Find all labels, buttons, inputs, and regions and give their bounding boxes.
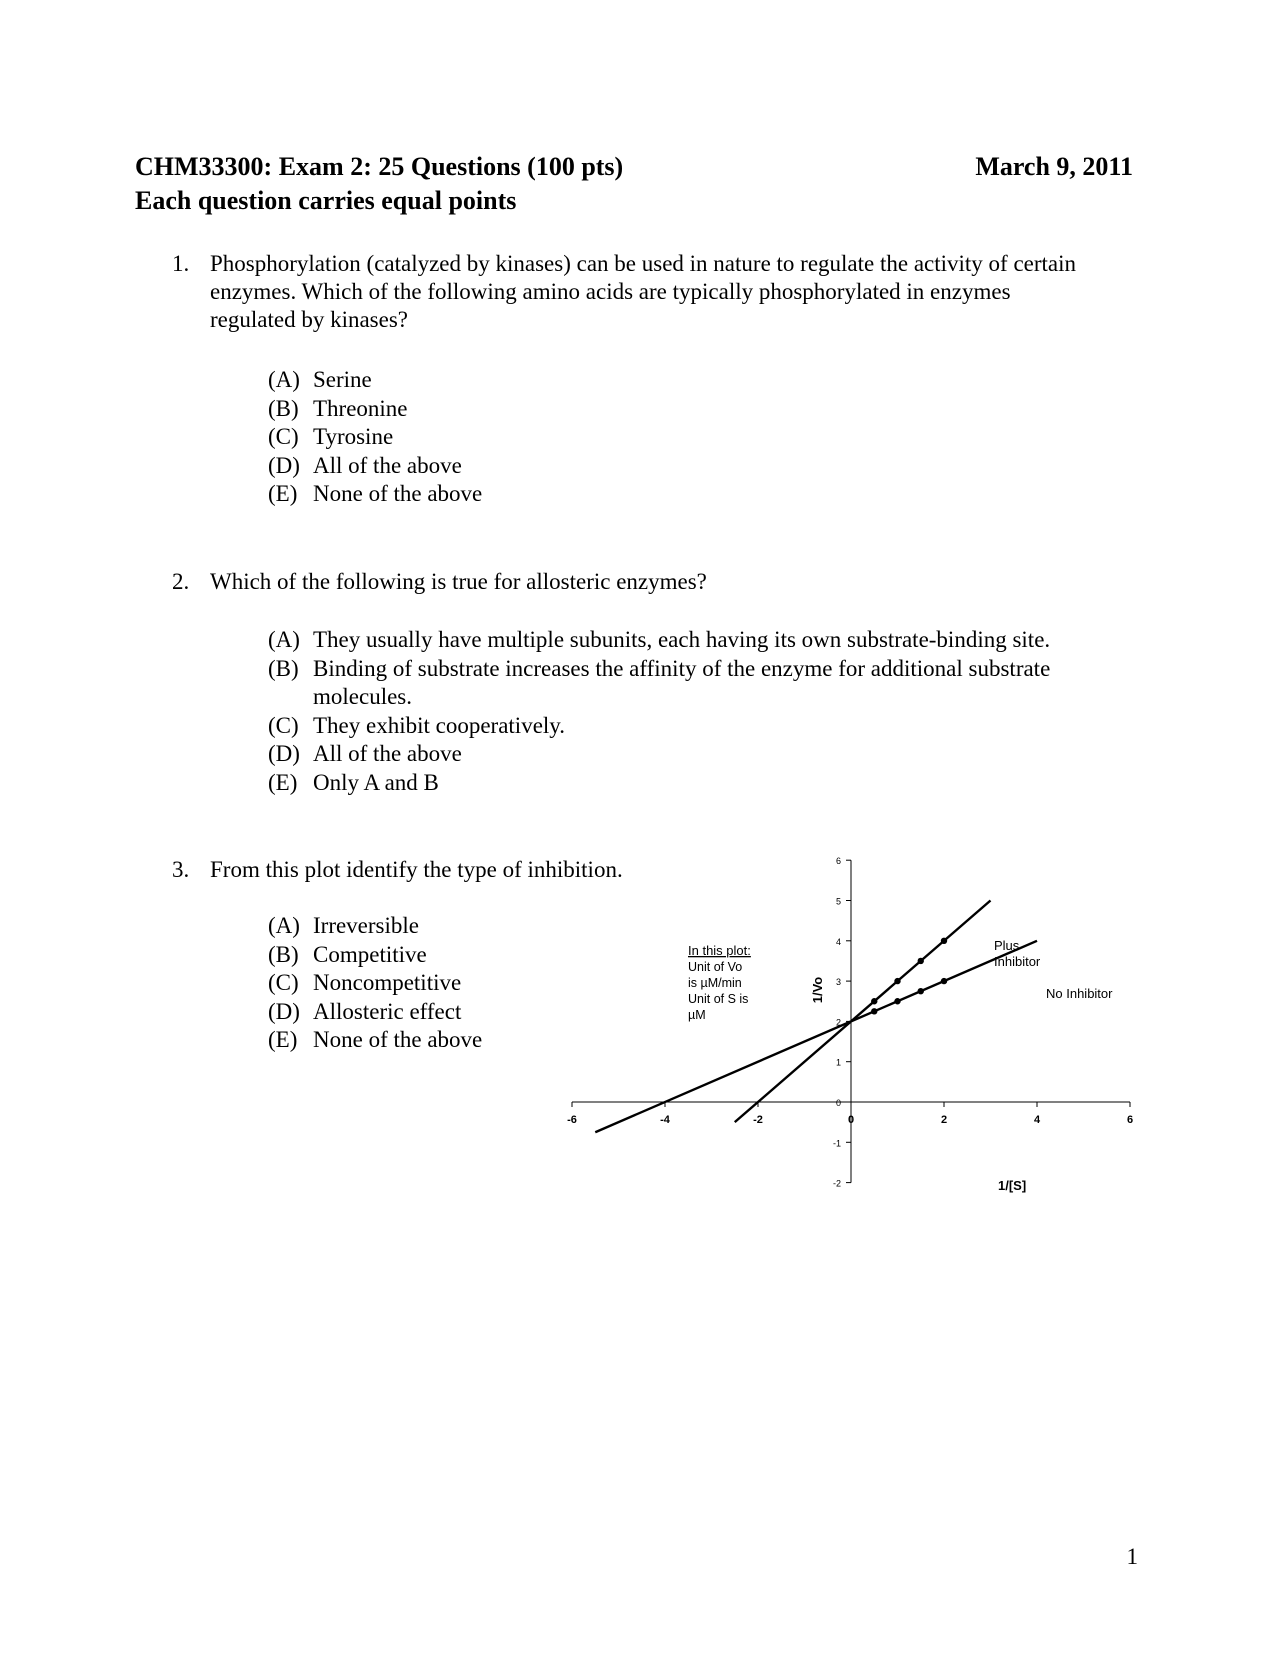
chart-x-axis-label: 1/[S] [998,1178,1027,1193]
plus-inhibitor-point [941,938,947,944]
plus-inhibitor-point [918,958,924,964]
q3-option-e[interactable] [268,1026,548,1055]
q1-option-a[interactable] [268,366,1128,395]
chart-series-lines [595,901,1037,1133]
series-label-plus-inhibitor-line2: Inhibitor [994,954,1041,969]
option-text: Only A and B [313,769,439,795]
no-inhibitor-point [918,988,924,994]
q3-option-a[interactable] [268,912,548,941]
option-label: (E) [268,769,298,795]
chart-note-line: is µM/min [688,976,742,990]
y-tick-label: 2 [835,1017,841,1028]
option-label: (A) [268,627,300,652]
page-number: 1 [1126,1544,1138,1569]
chart-y-axis-label: 1/Vo [810,976,825,1004]
chart-note-line: Unit of S is [688,992,749,1006]
option-label: (C) [268,970,299,995]
question-3-number: 3. [172,857,190,882]
exam-title: CHM33300: Exam 2: 25 Questions (100 pts) [135,152,624,181]
option-label: (A) [268,913,300,938]
plus-inhibitor-line [735,901,991,1123]
q2-option-e[interactable] [268,769,1128,798]
no-inhibitor-point [871,1008,877,1014]
option-text: All of the above [313,452,462,478]
y-tick-label: 4 [835,936,841,947]
question-2-options [268,626,1128,797]
q1-option-c[interactable] [268,423,1128,452]
y-tick-label: 6 [835,856,841,867]
x-tick-label: -6 [567,1114,577,1126]
option-label: (A) [268,367,300,392]
question-3-text: From this plot identify the type of inhibition. [210,857,623,882]
plus-inhibitor-point [871,998,877,1004]
no-inhibitor-line [595,941,1037,1132]
chart-note-title: In this plot: [688,943,751,958]
option-text: None of the above [313,1027,483,1052]
series-label-no-inhibitor: No Inhibitor [1046,986,1113,1001]
series-label-plus-inhibitor-line1: Plus [994,938,1020,953]
exam-subtitle: Each question carries equal points [135,186,517,215]
y-tick-label: 0 [835,1098,841,1108]
x-tick-label: -2 [753,1114,763,1126]
option-label: (C) [268,712,299,738]
y-tick-label: -2 [832,1178,841,1189]
question-2-number: 2. [172,569,190,594]
option-text: Irreversible [313,913,419,938]
option-label: (B) [268,941,299,967]
question-1-text: Phosphorylation (catalyzed by kinases) can be used in nature to regulate the activity of certain enzymes. Which of the following amino acids are typically phosphorylated in enzymes regulated by kinases? [210,251,1077,332]
option-text: Allosteric effect [313,998,462,1024]
plus-inhibitor-point [894,978,900,984]
lineweaver-burk-plot [567,856,1170,1238]
y-tick-label: 1 [835,1057,841,1068]
option-label: (C) [268,424,299,449]
y-tick-label: -1 [832,1138,841,1149]
y-tick-label: 3 [835,977,841,988]
option-text: They usually have multiple subunits, each having its own substrate-binding site. [313,627,1051,652]
x-tick-label: -4 [660,1114,670,1126]
chart-note [688,943,751,1022]
chart-note-line: µM [688,1008,706,1022]
q2-option-c[interactable] [268,712,1128,741]
option-text: Binding of substrate increases the affinity of the enzyme for additional substrate molecules. [313,655,1051,709]
x-tick-label: 0 [847,1114,855,1126]
q1-option-b[interactable] [268,395,1128,424]
option-text: Competitive [313,941,427,967]
option-text: Noncompetitive [313,970,462,995]
x-tick-label: 2 [940,1114,948,1126]
q3-option-c[interactable] [268,969,548,998]
option-label: (B) [268,395,299,421]
q2-option-b[interactable] [268,655,1128,712]
y-tick-label: 5 [835,896,841,907]
question-2-text: Which of the following is true for allosteric enzymes? [210,569,707,594]
option-label: (E) [268,1027,298,1052]
option-text: They exhibit cooperatively. [313,712,566,738]
q1-option-d[interactable] [268,452,1128,481]
question-1-options [268,366,1128,509]
option-text: All of the above [313,741,462,766]
q2-option-d[interactable] [268,740,1128,769]
option-label: (D) [268,998,300,1024]
q1-option-e[interactable] [268,480,1128,509]
q3-option-b[interactable] [268,941,548,970]
no-inhibitor-point [941,978,947,984]
x-tick-label: 6 [1126,1114,1134,1126]
option-label: (B) [268,655,299,681]
no-inhibitor-point [894,998,900,1004]
chart-note-line: Unit of Vo [688,960,743,974]
option-text: Tyrosine [313,424,394,449]
question-3-options [268,912,548,1055]
q2-option-a[interactable] [268,626,1128,655]
option-label: (E) [268,481,298,506]
option-label: (D) [268,741,300,766]
option-text: None of the above [313,481,483,506]
option-text: Threonine [313,395,408,421]
q3-option-d[interactable] [268,998,548,1027]
question-1-number: 1. [172,251,190,276]
option-text: Serine [313,367,372,392]
option-label: (D) [268,452,300,478]
exam-date: March 9, 2011 [975,152,1133,181]
x-tick-label: 4 [1033,1114,1041,1126]
